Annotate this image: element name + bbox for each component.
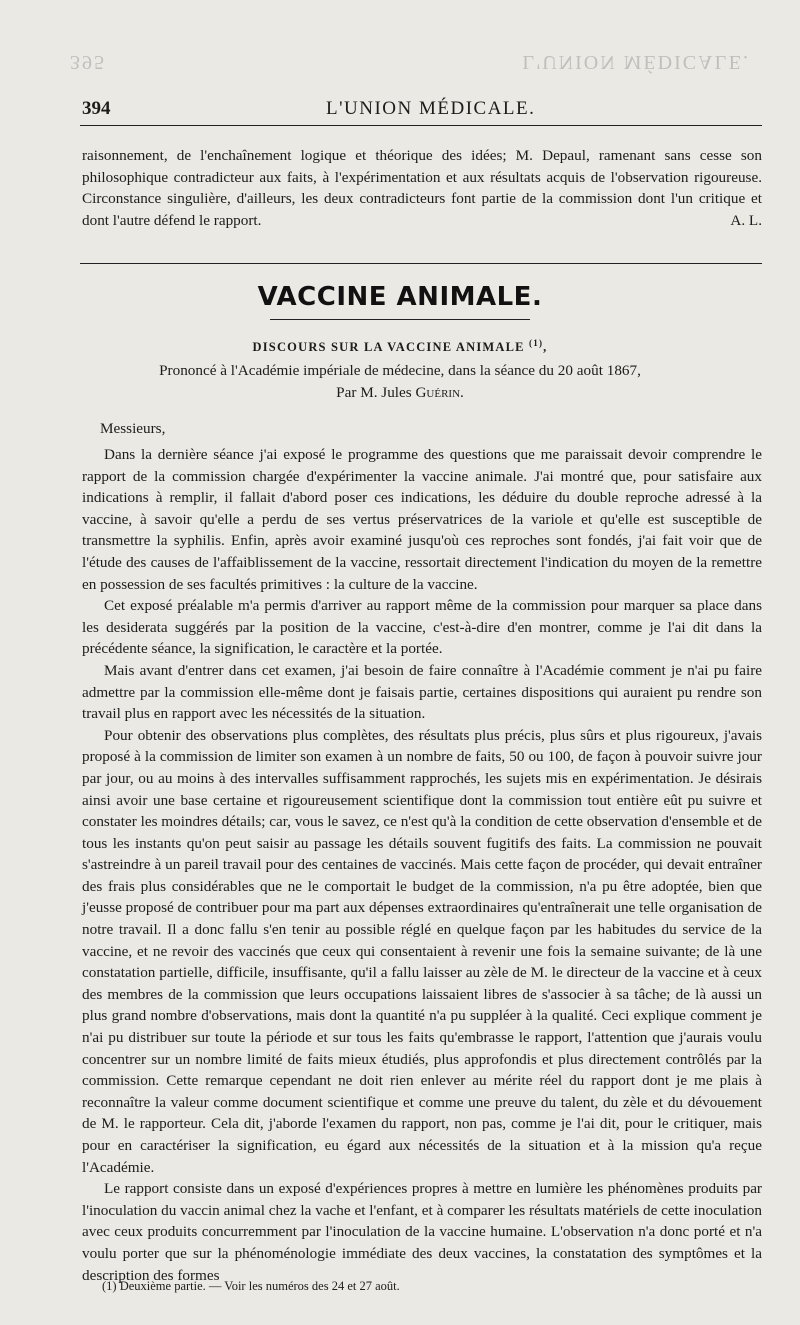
running-head: L'UNION MÉDICALE.: [326, 98, 536, 119]
header-rule: [80, 125, 762, 126]
author-name: Guérin.: [415, 384, 464, 401]
body-paragraph: Mais avant d'entrer dans cet examen, j'ai besoin de faire connaître à l'Académie comment je n'ai pu faire admettre par la commission elle-même dont je faisais partie, certaines dispositions qui auraient pu rendre son travail plus en rapport avec les nécessités de la situation.: [82, 661, 762, 723]
body-paragraph: Dans la dernière séance j'ai exposé le programme des questions que me paraissait devoir comprendre le rapport de la commission chargée d'expérimenter la vaccine animale. J'ai montré que, pour satisfaire aux indications à remplir, il fallait d'abord poser ces indications, les déduire du double reproche adressé à la vaccine, à savoir qu'elle a perdu de ses vertus préservatrices de la variole et qu'elle est susceptible de transmettre la syphilis. Enfin, après avoir examiné jusqu'où ces reproches sont fondés, j'ai fait voir que de l'étude des causes de l'affaiblissement de la vaccine, ressortait directement l'indication du moyen de la remettre en possession de ses facultés primitives : la culture de la vaccine.: [82, 446, 762, 593]
preceding-paragraph: raisonnement, de l'enchaînement logique et théorique des idées; M. Depaul, ramenant sans cesse son philosophique contradicteur aux faits, à l'expérimentation et aux résultats acquis de l'observation rigoureuse. Circonstance singulière, d'ailleurs, les deux contradicteurs font partie de la commission dont l'un critique et dont l'autre défend le rapport.: [82, 147, 762, 229]
footnote: (1) Deuxième partie. — Voir les numéros des 24 et 27 août.: [102, 1279, 400, 1293]
page-number: 394: [82, 98, 111, 119]
author-prefix: Par M. Jules: [336, 384, 412, 401]
salutation: Messieurs,: [100, 420, 166, 437]
article-title: VACCINE ANIMALE.: [257, 282, 543, 312]
delivery-line: Prononcé à l'Académie impériale de médecine, dans la séance du 20 août 1867,: [159, 362, 641, 379]
bleed-page-number: 395: [70, 51, 106, 73]
footnote-reference: (1): [529, 338, 544, 348]
body-paragraph: Cet exposé préalable m'a permis d'arriver au rapport même de la commission pour marquer sa place dans les desiderata suggérés par la position de la vaccine, c'est-à-dire d'en montrer, comme je l'ai dit dans la précédente séance, la signification, le caractère et la portée.: [82, 597, 762, 658]
preceding-signature: A. L.: [730, 211, 762, 229]
article-subtitle: DISCOURS SUR LA VACCINE ANIMALE $^{(1)}$,: [252, 338, 548, 355]
body-paragraph: Pour obtenir des observations plus complètes, des résultats plus précis, plus sûrs et plus rigoureux, j'avais proposé à la commission de limiter son examen à un nombre de faits, 50 ou 100, de façon à pouvoir suivre jour par jour, ou au moins à des intervalles suffisamment rapprochés, les sujets mis en expérimentation. Je désirais ainsi avoir une base certaine et rigoureusement scientifique dont la commission tout entière eût pu suivre et constater les moindres détails; car, vous le savez, ce n'est qu'à la condition de cette observation d'ensemble et de tous les instants qu'on peut saisir au passage les détails souvent fugitifs des faits. La commission ne pouvait s'astreindre à un pareil travail pour des centaines de vaccinés. Mais cette façon de procéder, qui devait entraîner des frais plus considérables que ne le comportait le budget de la commission, n'a pu être adoptée, bien que j'eusse proposé de contribuer pour ma part aux dépenses extraordinaires qu'entraînerait une telle organisation de notre travail. Il a donc fallu s'en tenir au possible réglé en quelque façon par les habitudes du service de la vaccine, et ne revoir des vaccinés que ceux qui consentaient à revenir une fois la semaine suivante; de là une constatation partielle, difficile, insuffisante, qu'il a fallu laisser au zèle de M. le directeur de la vaccine et à ceux des membres de la commission que leurs occupations laissaient libres de s'associer à sa tâche; de là aussi un plus grand nombre d'observations, mais dont la quantité n'a pu suppléer à la qualité. Ceci explique comment je n'ai pu distribuer sur toute la période et sur tous les faits qu'embrasse le rapport, l'attention que j'aurais voulu concentrer sur un nombre limité de faits mieux étudiés, plus approfondis et plus directement contrôlés par la commission. Cette remarque cependant ne doit rien enlever au mérite réel du rapport dont je me plais à reconnaître la valeur comme document scientifique et comme une preuve du talent, du zèle et du dévouement de M. le rapporteur. Cela dit, j'aborde l'examen du rapport, non pas, comme je l'ai dit, pour le critiquer, mais pour en caractériser la signification, eu égard aux nécessités de la situation et à la mission qu'a reçue l'Académie.: [82, 726, 762, 1176]
subtitle-text: DISCOURS SUR LA VACCINE ANIMALE: [252, 340, 525, 355]
preceding-article-end: [82, 145, 762, 231]
bleed-through-header: [70, 50, 750, 73]
bleed-running-head: L'UNION MÉDICALE.: [522, 51, 750, 73]
title-underline: [270, 319, 530, 320]
article-body: [82, 444, 762, 1286]
body-paragraph: Le rapport consiste dans un exposé d'expériences propres à mettre en lumière les phénomènes produits par l'inoculation du vaccin animal chez la vache et l'enfant, et à comparer les résultats matériels de cette inoculation avec ceux produits concurremment par l'inoculation de la vaccine humaine. L'observation n'a donc porté et n'a voulu porter que sur la phénoménologie immédiate des deux vaccines, la constatation des symptômes et la description des formes: [82, 1180, 762, 1284]
author-line: [0, 384, 800, 402]
page-header: [72, 98, 762, 122]
section-rule: [80, 263, 762, 264]
